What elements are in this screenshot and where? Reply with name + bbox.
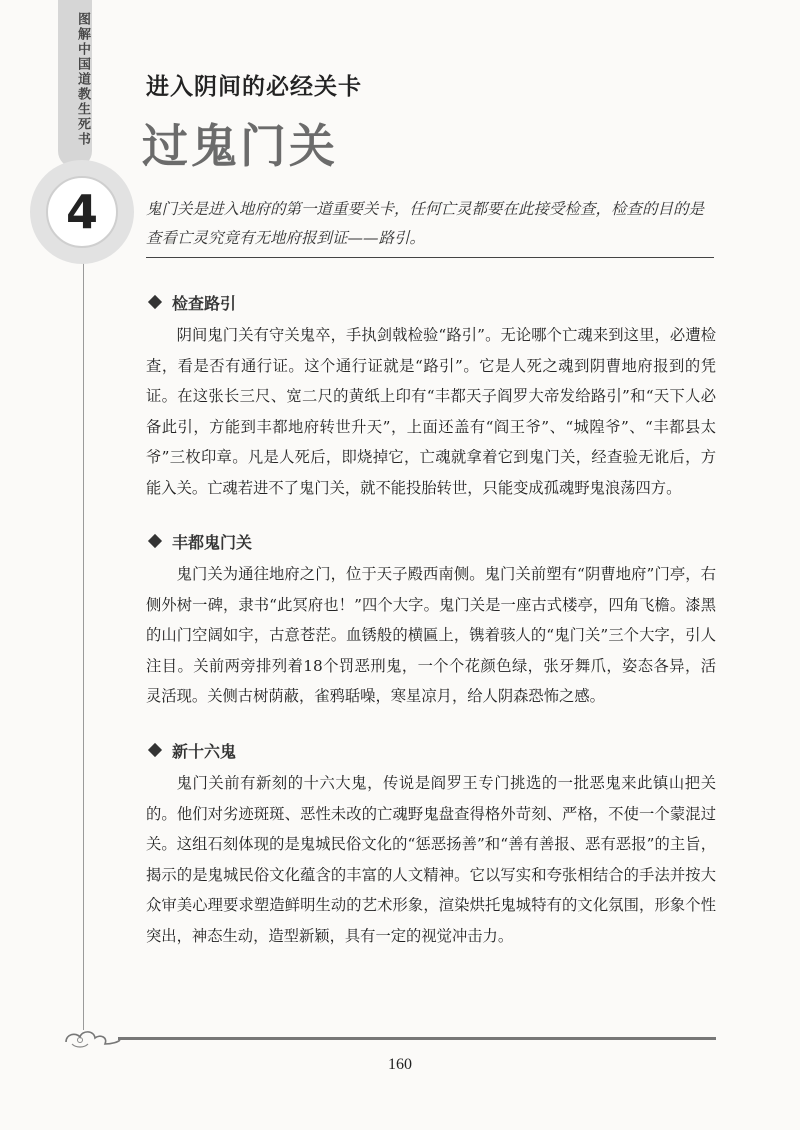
series-title: 图解中国道教生死书 — [75, 12, 90, 147]
section-heading — [146, 527, 716, 555]
diamond-bullet-icon — [148, 534, 162, 548]
section-heading-text: 新十六鬼 — [172, 741, 237, 761]
section-heading-text: 检查路引 — [172, 293, 237, 313]
page-number: 160 — [388, 1056, 412, 1073]
section-check-pass — [146, 288, 716, 503]
section-heading — [146, 288, 716, 316]
page-title: 过鬼门关 — [142, 119, 338, 173]
section-heading-text: 丰都鬼门关 — [172, 532, 253, 552]
section-body: 鬼门关为通往地府之门，位于天子殿西南侧。鬼门关前塑有“阴曹地府”门亭，右侧外树一碑，隶书“此冥府也！”四个大字。鬼门关是一座古式楼亭，四角飞檐。漆黑的山门空阔如宇，古意苍茫。血锈般的横匾上，镌着骇人的“鬼门关”三个大字，引人注目。关前两旁排列着18个罚恶刑鬼，一个个花颜色绿，张牙舞爪，姿态各异，活灵活现。关侧古树荫蔽，雀鸦聒噪，寒星凉月，给人阴森恐怖之感。 — [146, 565, 716, 705]
section-body: 鬼门关前有新刻的十六大鬼，传说是阎罗王专门挑选的一批恶鬼来此镇山把关的。他们对劣迹斑斑、恶性未改的亡魂野鬼盘查得格外苛刻、严格，不使一个蒙混过关。这组石刻体现的是鬼城民俗文化的“惩恶扬善”和“善有善报、恶有恶报”的主旨，揭示的是鬼城民俗文化蕴含的丰富的人文精神。它以写实和夸张相结合的手法并按大众审美心理要求塑造鲜明生动的艺术形象，渲染烘托鬼城特有的文化氛围，形象个性突出，神态生动，造型新颖，具有一定的视觉冲击力。 — [146, 774, 716, 945]
diamond-bullet-icon — [148, 743, 162, 757]
section-fengdu-gate — [146, 527, 716, 712]
intro-divider — [146, 257, 714, 258]
side-rule — [83, 240, 84, 1030]
section-sixteen-ghosts — [146, 736, 716, 951]
page-subtitle: 进入阴间的必经关卡 — [146, 74, 362, 100]
intro-paragraph: 鬼门关是进入地府的第一道重要关卡，任何亡灵都要在此接受检查，检查的目的是查看亡灵究竟有无地府报到证——路引。 — [146, 200, 705, 247]
section-body: 阴间鬼门关有守关鬼卒，手执剑戟检验“路引”。无论哪个亡魂来到这里，必遭检查，看是否有通行证。这个通行证就是“路引”。它是人死之魂到阴曹地府报到的凭证。在这张长三尺、宽二尺的黄纸上印有“丰都天子阎罗大帝发给路引”和“天下人必备此引，方能到丰都地府转世升天”，上面还盖有“阎王爷”、“城隍爷”、“丰都县太爷”三枚印章。凡是人死后，即烧掉它，亡魂就拿着它到鬼门关，经查验无讹后，方能入关。亡魂若进不了鬼门关，就不能投胎转世，只能变成孤魂野鬼浪荡四方。 — [146, 326, 716, 497]
diamond-bullet-icon — [148, 295, 162, 309]
chapter-number-badge: 4 — [46, 176, 118, 248]
cloud-ornament-icon — [62, 1022, 122, 1052]
footer-rule — [118, 1037, 716, 1040]
series-side-tab — [58, 0, 92, 168]
section-heading — [146, 736, 716, 764]
